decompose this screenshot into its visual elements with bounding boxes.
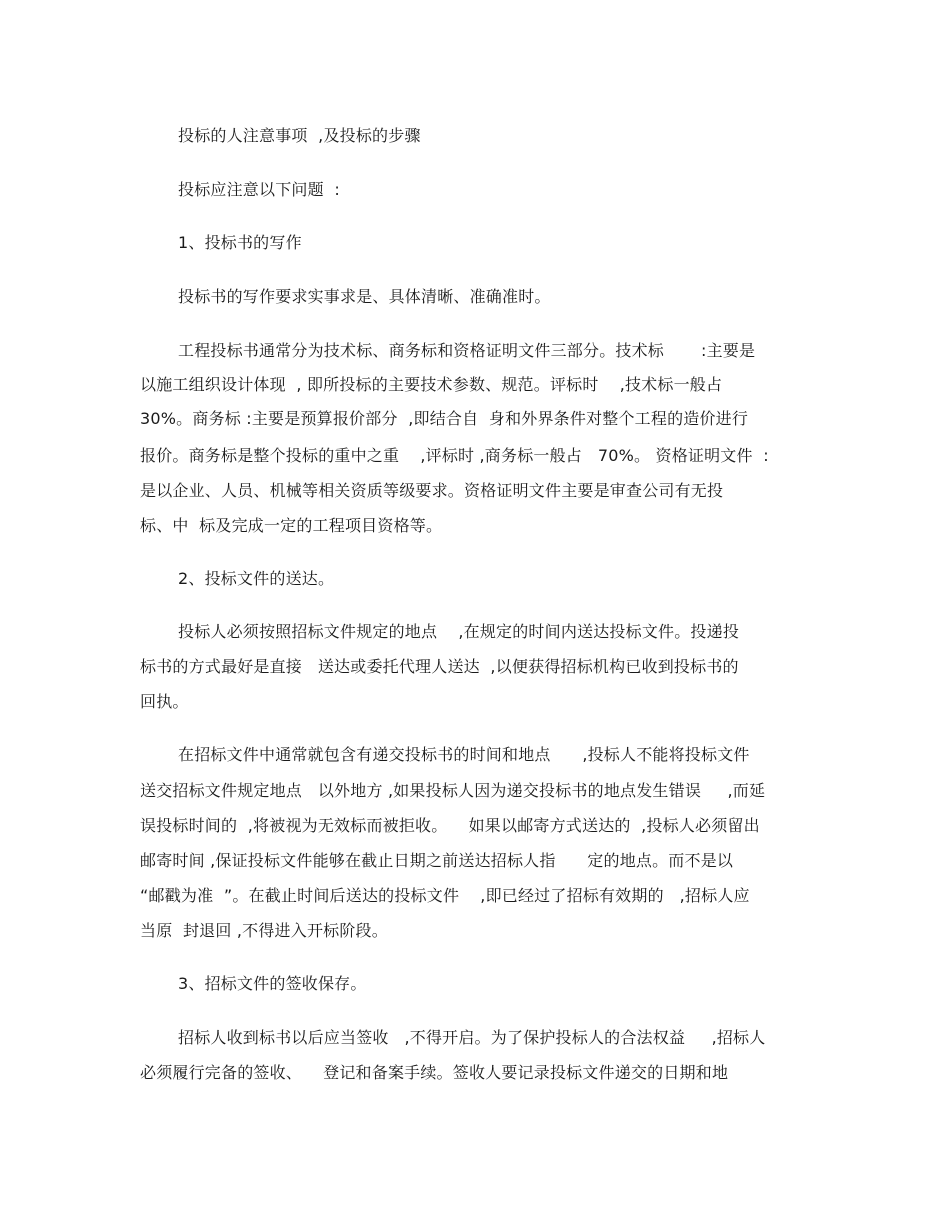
paragraph-line: 以施工组织设计体现 , 即所投标的主要技术参数、规范。评标时 ,技术标一般占: [140, 375, 723, 394]
paragraph-line: 投标人必须按照招标文件规定的地点 ,在规定的时间内送达投标文件。投递投: [178, 622, 740, 641]
paragraph-line: 报价。商务标是整个投标的重中之重 ,评标时 ,商务标一般占 70%。 资格证明文件 :: [140, 446, 769, 465]
paragraph-line: 标书的方式最好是直接 送达或委托代理人送达 ,以便获得招标机构已收到投标书的: [140, 657, 739, 676]
paragraph-line: 招标人收到标书以后应当签收 ,不得开启。为了保护投标人的合法权益 ,招标人: [178, 1028, 766, 1047]
paragraph-line: 标、中 标及完成一定的工程项目资格等。: [140, 516, 443, 535]
paragraph-line: 投标书的写作要求实事求是、具体清晰、准确准时。: [178, 287, 551, 306]
section-heading-1: 1、投标书的写作: [178, 233, 302, 252]
paragraph-line: 误投标时间的 ,将被视为无效标而被拒收。 如果以邮寄方式送达的 ,投标人必须留出: [140, 816, 760, 835]
paragraph-line: 当原 封退回 ,不得进入开标阶段。: [140, 921, 388, 940]
paragraph-line: 工程投标书通常分为技术标、商务标和资格证明文件三部分。技术标 :主要是: [178, 341, 756, 360]
paragraph-line: 在招标文件中通常就包含有递交投标书的时间和地点 ,投标人不能将投标文件: [178, 745, 750, 764]
paragraph-line: 邮寄时间 ,保证投标文件能够在截止日期之前送达招标人指 定的地点。而不是以: [140, 851, 734, 870]
section-intro: 投标应注意以下问题 :: [178, 180, 340, 199]
paragraph-line: 是以企业、人员、机械等相关资质等级要求。资格证明文件主要是审查公司有无投: [140, 481, 724, 500]
paragraph-line: “邮戳为准 ”。在截止时间后送达的投标文件 ,即已经过了招标有效期的 ,招标人应: [140, 886, 750, 905]
paragraph-line: 回执。: [140, 692, 189, 711]
section-heading-2: 2、投标文件的送达。: [178, 569, 335, 588]
paragraph-line: 必须履行完备的签收、 登记和备案手续。签收人要记录投标文件递交的日期和地: [140, 1063, 729, 1082]
paragraph-line: 送交招标文件规定地点 以外地方 ,如果投标人因为递交投标书的地点发生错误 ,而延: [140, 781, 766, 800]
section-heading-3: 3、招标文件的签收保存。: [178, 974, 367, 993]
paragraph-line: 30%。商务标 :主要是预算报价部分 ,即结合自 身和外界条件对整个工程的造价进行: [140, 409, 749, 428]
document-title: 投标的人注意事项 ,及投标的步骤: [178, 126, 421, 145]
